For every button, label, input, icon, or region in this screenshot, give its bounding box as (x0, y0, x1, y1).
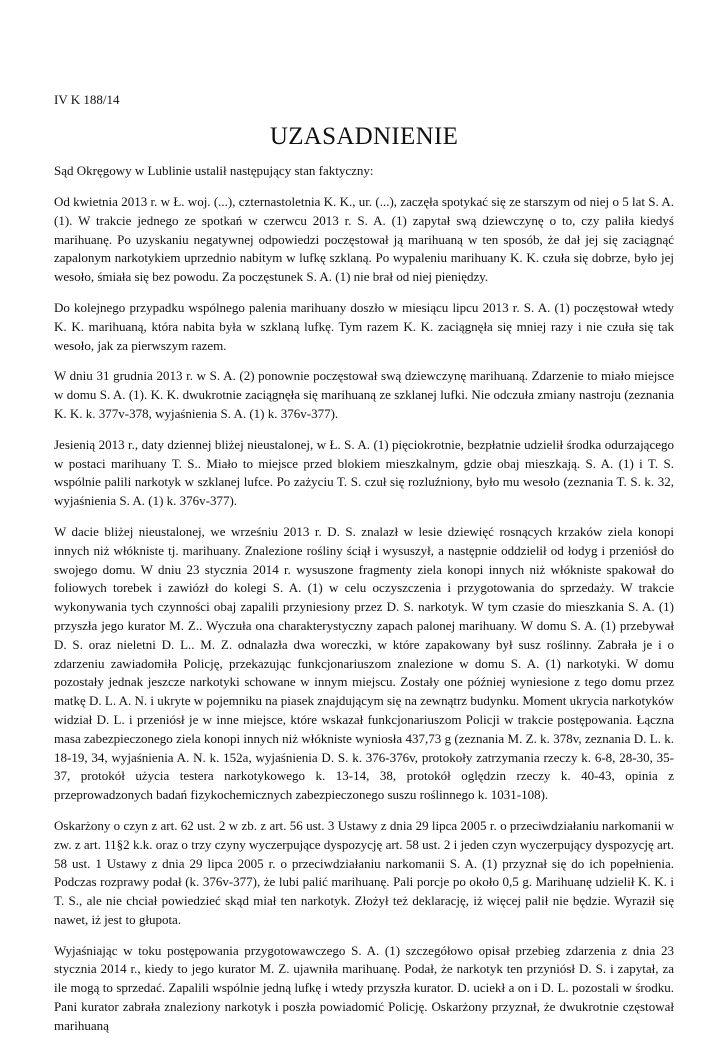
paragraph-3: W dniu 31 grudnia 2013 r. w S. A. (2) ponownie poczęstował swą dziewczynę marihuaną. Zdarzenie to miało miejsce w domu S. A. (1). K. K. dwukrotnie zaciągnęła się marihuaną ze szklanej lufki. Nie odczuła zmiany nastroju (zeznania K. K. k. 377v-378, wyjaśnienia S. A. (1) k. 376v-377). (54, 368, 674, 421)
paragraph-6: Oskarżony o czyn z art. 62 ust. 2 w zb. z art. 56 ust. 3 Ustawy z dnia 29 lipca 2005 r. o przeciwdziałaniu narkomanii w zw. z art. 11§2 k.k. oraz o trzy czyny wyczerpujące dyspozycję art. 58 ust. 2 i jeden czyn wyczerpujący dyspozycję art. 58 ust. 1 Ustawy z dnia 29 lipca 2005 r. o przeciwdziałaniu narkomanii S. A. (1) przyznał się do ich popełnienia. Podczas rozprawy podał (k. 376v-377), że lubi palić marihuanę. Pali porcje po około 0,5 g. Marihuanę udzielił K. K. i T. S., ale nie chciał powiedzieć skąd miał ten narkotyk. Złożył też deklarację, iż więcej palił nie będzie. Wyraził się nawet, iż jest to głupota. (54, 817, 674, 927)
document-page (54, 92, 674, 1048)
case-number: IV K 188/14 (54, 92, 120, 107)
document-title: UZASADNIENIE (269, 123, 459, 150)
paragraph-1: Od kwietnia 2013 r. w Ł. woj. (...), czternastoletnia K. K., ur. (...), zaczęła spotykać się ze starszym od niej o 5 lat S. A. (1). W trakcie jednego ze spotkań w czerwcu 2013 r. S. A. (1) zapytał swą dziewczynę o to, czy paliła kiedyś marihuanę. Po uzyskaniu negatywnej odpowiedzi poczęstował ją marihuaną w ten sposób, że dał jej się zaciągnąć zapalonym narkotykiem uprzednio nabitym w lufkę szklaną. Po wypaleniu marihuany K. K. czuła się dobrze, było jej wesoło, śmiała się bez powodu. Za poczęstunek S. A. (1) nie brał od niej pieniędzy. (54, 194, 674, 285)
intro-sentence: Sąd Okręgowy w Lublinie ustalił następujący stan faktyczny: (54, 163, 374, 178)
paragraph-4: Jesienią 2013 r., daty dziennej bliżej nieustalonej, w Ł. S. A. (1) pięciokrotnie, bezpłatnie udzielił środka odurzającego w postaci marihuany T. S.. Miało to miejsce przed blokiem mieszkalnym, gdzie obaj mieszkają. S. A. (1) i T. S. wspólnie palili narkotyk w szklanej lufce. Po zażyciu T. S. czuł się rozluźniony, było mu wesoło (zeznania T. S. k. 32, wyjaśnienia S. A. (1) k. 376v-377). (54, 436, 674, 509)
paragraph-7: Wyjaśniając w toku postępowania przygotowawczego S. A. (1) szczegółowo opisał przebieg zdarzenia z dnia 23 stycznia 2014 r., kiedy to jego kurator M. Z. ujawniła marihuanę. Podał, że narkotyk ten przyniósł D. S. i zapytał, za ile mogą to sprzedać. Zapalili wspólnie jedną lufkę i wtedy przyszła kurator. D. uciekł a on i D. L. pozostali w środku. Pani kurator zabrała znaleziony narkotyk i poszła powiadomić Policję. Oskarżony przyznał, że dwukrotnie częstował marihuaną (54, 942, 674, 1033)
paragraph-5: W dacie bliżej nieustalonej, we wrześniu 2013 r. D. S. znalazł w lesie dziewięć rosnących krzaków ziela konopi innych niż włókniste tj. marihuany. Znalezione rośliny ściął i wysuszył, a następnie oddzielił od łodyg i przeniósł do swojego domu. W dniu 23 stycznia 2014 r. wysuszone fragmenty ziela konopi innych niż włókniste spakował do foliowych torebek i zawiózł do kolegi S. A. (1) w celu oczyszczenia i przygotowania do sprzedaży. W trakcie wykonywania tych czynności obaj zapalili przyniesiony przez D. S. narkotyk. W tym czasie do mieszkania S. A. (1) przyszła jego kurator M. Z.. Wyczuła ona charakterystyczny zapach palonej marihuany. W domu S. A. (1) przebywał D. S. oraz nieletni D. L.. M. Z. odnalazła dwa woreczki, w które zapakowany był susz roślinny. Zabrała je i o zdarzeniu zawiadomiła Policję, przekazując funkcjonariuszom znalezione w domu S. A. (1) narkotyki. W domu pozostały jednak jeszcze narkotyki schowane w innym miejscu. Zostały one później wyniesione z tego domu przez matkę D. L. A. N. i ukryte w pojemniku na piasek znajdującym się na zewnątrz budynku. Moment ukrycia narkotyków widział D. L. i przeniósł je w inne miejsce, które wskazał funkcjonariuszom Policji w trakcie postępowania. Łączna masa zabezpieczonego ziela konopi innych niż włókniste wyniosła 437,73 g (zeznania M. Z. k. 378v, zeznania D. L. k. 18-19, 34, wyjaśnienia A. N. k. 152a, wyjaśnienia D. S. k. 376-376v, protokoły zatrzymania rzeczy k. 6-8, 28-30, 35-37, protokół użycia testera narkotykowego k. 13-14, 38, protokół oględzin rzeczy k. 40-43, opinia z przeprowadzonych badań fizykochemicznych zabezpieczonego suszu roślinnego k. 1031-108). (54, 523, 674, 803)
paragraph-2: Do kolejnego przypadku wspólnego palenia marihuany doszło w miesiącu lipcu 2013 r. S. A. (1) poczęstował wtedy K. K. marihuaną, która nabita była w szklaną lufkę. Tym razem K. K. zaciągnęła się mniej razy i nie czuła się tak wesoło, jak za pierwszym razem. (54, 299, 674, 353)
